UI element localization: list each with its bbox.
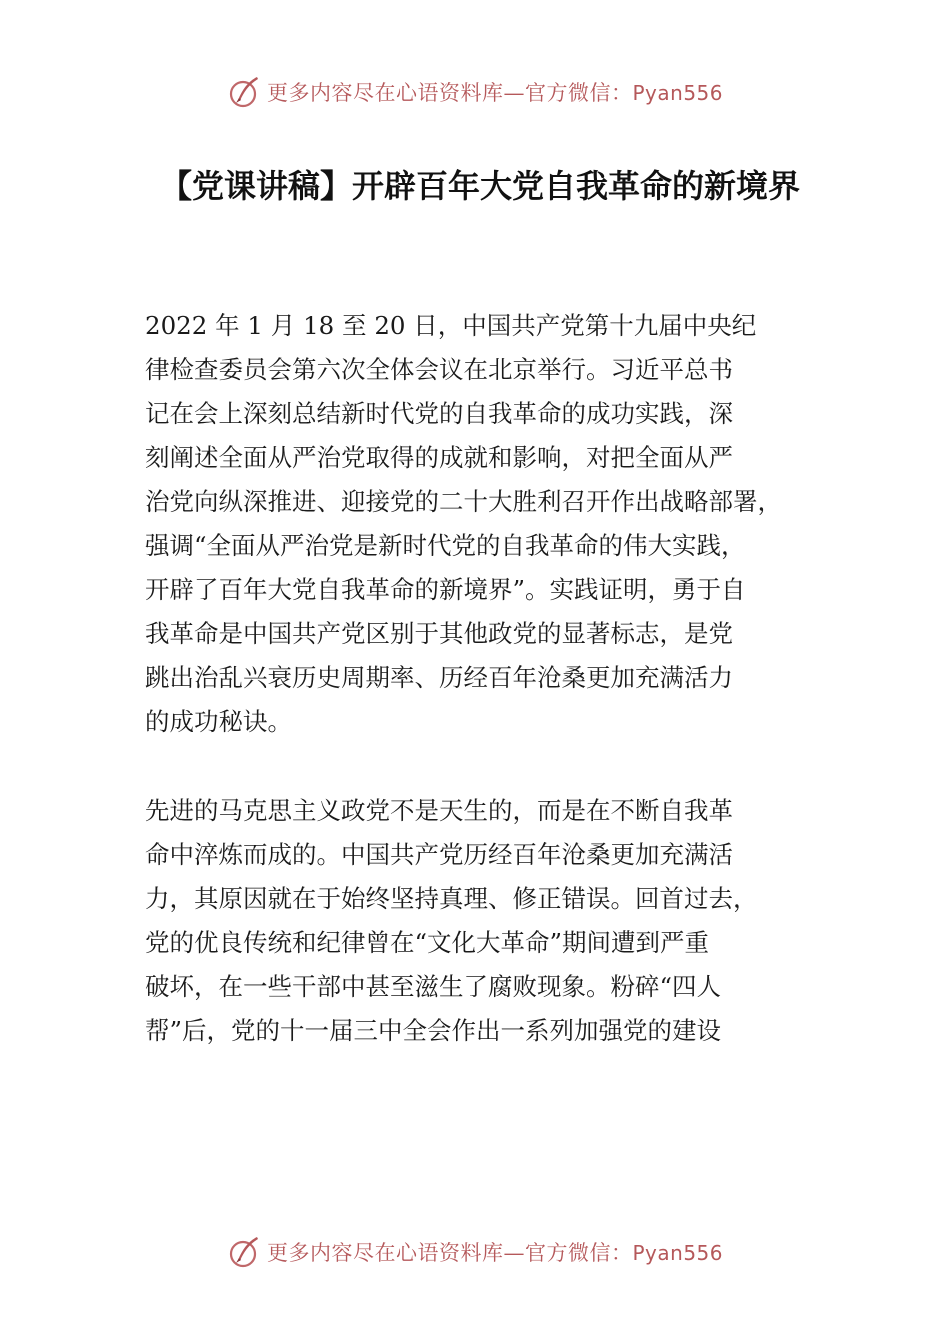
wechat-id: Pyan556 [632,81,723,105]
text-line: 的成功秘诀。 [145,707,292,736]
text-line: 强调“全面从严治党是新时代党的自我革命的伟大实践， [145,531,746,560]
quill-logo-icon [227,1234,263,1270]
text-line: 命中淬炼而成的。中国共产党历经百年沧桑更加充满活 [145,840,733,869]
text-line: 治党向纵深推进、迎接党的二十大胜利召开作出战略部署， [145,487,782,516]
paragraph-2 [145,789,805,1053]
wechat-id: Pyan556 [632,1241,723,1265]
text-line: 党的优良传统和纪律曾在“文化大革命”期间遭到严重 [145,928,710,957]
text-line: 破坏，在一些干部中甚至滋生了腐败现象。粉碎“四人 [145,972,722,1001]
text-line: 跳出治乱兴衰历史周期率、历经百年沧桑更加充满活力 [145,663,733,692]
text-line: 记在会上深刻总结新时代党的自我革命的成功实践，深 [145,399,733,428]
quill-logo-icon [227,74,263,110]
text-line: 开辟了百年大党自我革命的新境界”。实践证明，勇于自 [145,575,746,604]
text-line: 我革命是中国共产党区别于其他政党的显著标志，是党 [145,619,733,648]
text-line: 力，其原因就在于始终坚持真理、修正错误。回首过去， [145,884,758,913]
watermark-banner-bottom [0,1230,950,1274]
watermark-text: 更多内容尽在心语资料库—官方微信：Pyan556 [266,81,723,105]
document-title: 【党课讲稿】开辟百年大党自我革命的新境界 [159,167,800,205]
text-line: 先进的马克思主义政党不是天生的，而是在不断自我革 [145,796,733,825]
watermark-text: 更多内容尽在心语资料库—官方微信：Pyan556 [266,1241,723,1265]
watermark-banner-top [0,70,950,114]
text-line: 2022 年 1 月 18 至 20 日，中国共产党第十九届中央纪 [145,311,757,340]
text-line: 刻阐述全面从严治党取得的成就和影响，对把全面从严 [145,443,733,472]
text-line: 律检查委员会第六次全体会议在北京举行。习近平总书 [145,355,733,384]
text-line: 帮”后，党的十一届三中全会作出一系列加强党的建设 [145,1016,722,1045]
paragraph-1 [145,304,805,744]
